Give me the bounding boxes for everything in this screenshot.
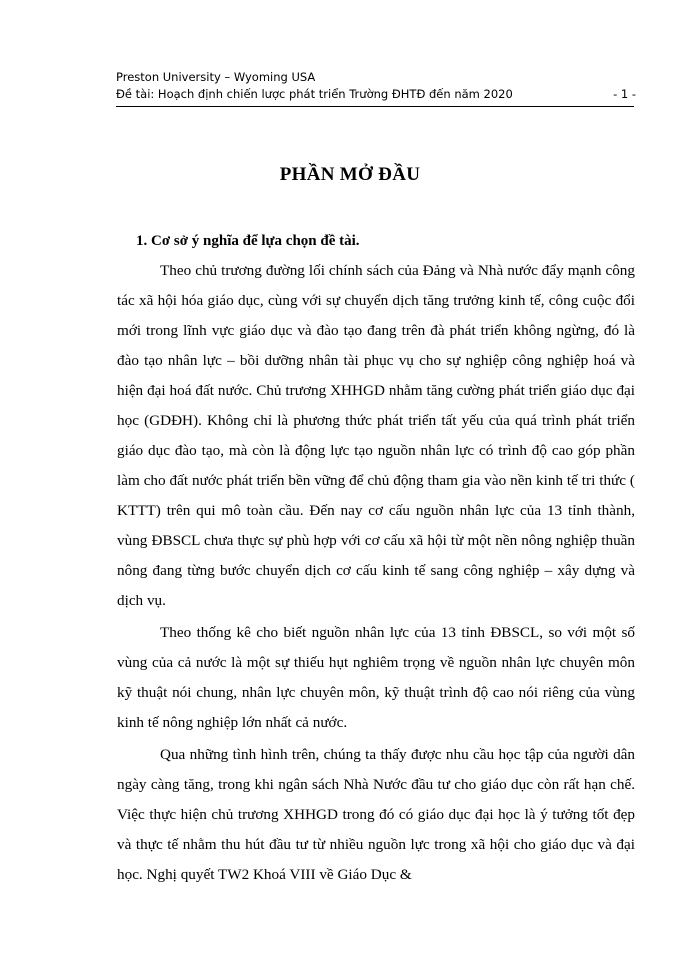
section-heading: 1. Cơ sở ý nghĩa để lựa chọn đề tài. bbox=[136, 233, 360, 249]
header-topic: Đề tài: Hoạch định chiến lược phát triển Trường ĐHTĐ đến năm 2020 bbox=[116, 87, 513, 101]
page-number: - 1 - bbox=[613, 87, 636, 101]
page-header bbox=[116, 69, 636, 103]
document-body bbox=[117, 226, 635, 890]
paragraph-2: Theo thống kê cho biết nguồn nhân lực của 13 tỉnh ĐBSCL, so với một số vùng của cả nước là một sự thiếu hụt nghiêm trọng về nguồn nhân lực chuyên môn kỹ thuật nói chung, nhân lực chuyên môn, kỹ thuật trình độ cao nói riêng của vùng kinh tế nông nghiệp lớn nhất cả nước. bbox=[117, 624, 635, 731]
paragraph-3: Qua những tình hình trên, chúng ta thấy được nhu cầu học tập của người dân ngày càng tăng, trong khi ngân sách Nhà Nước đầu tư cho giáo dục còn rất hạn chế. Việc thực hiện chủ trương XHHGD trong đó có giáo dục đại học là ý tưởng tốt đẹp và thực tế nhằm thu hút đầu tư từ nhiều nguồn lực trong xã hội cho giáo dục và đại học. Nghị quyết TW2 Khoá VIII về Giáo Dục & bbox=[117, 746, 635, 883]
header-university: Preston University – Wyoming USA bbox=[116, 70, 316, 84]
paragraph-1: Theo chủ trương đường lối chính sách của Đảng và Nhà nước đẩy mạnh công tác xã hội hóa giáo dục, cùng với sự chuyển dịch tăng trưởng kinh tế, công cuộc đổi mới trong lĩnh vực giáo dục và đào tạo đang trên đà phát triển không ngừng, đó là đào tạo nhân lực – bồi dưỡng nhân tài phục vụ cho sự nghiệp công nghiệp hoá và hiện đại hoá đất nước. Chủ trương XHHGD nhằm tăng cường phát triển giáo dục đại học (GDĐH). Không chỉ là phương thức phát triển tất yếu của quá trình phát triển giáo dục đào tạo, mà còn là động lực tạo nguồn nhân lực có trình độ cao góp phần làm cho đất nước phát triển bền vững để chủ động tham gia vào nền kinh tế tri thức ( KTTT) trên qui mô toàn cầu. Đến nay cơ cấu nguồn nhân lực của 13 tỉnh thành, vùng ĐBSCL chưa thực sự phù hợp với cơ cấu xã hội từ một nền nông nghiệp thuần nông đang từng bước chuyển dịch cơ cấu kinh tế sang công nghiệp – xây dựng và dịch vụ. bbox=[117, 262, 635, 609]
page-title: PHẦN MỞ ĐẦU bbox=[279, 164, 421, 185]
header-divider bbox=[116, 106, 634, 107]
